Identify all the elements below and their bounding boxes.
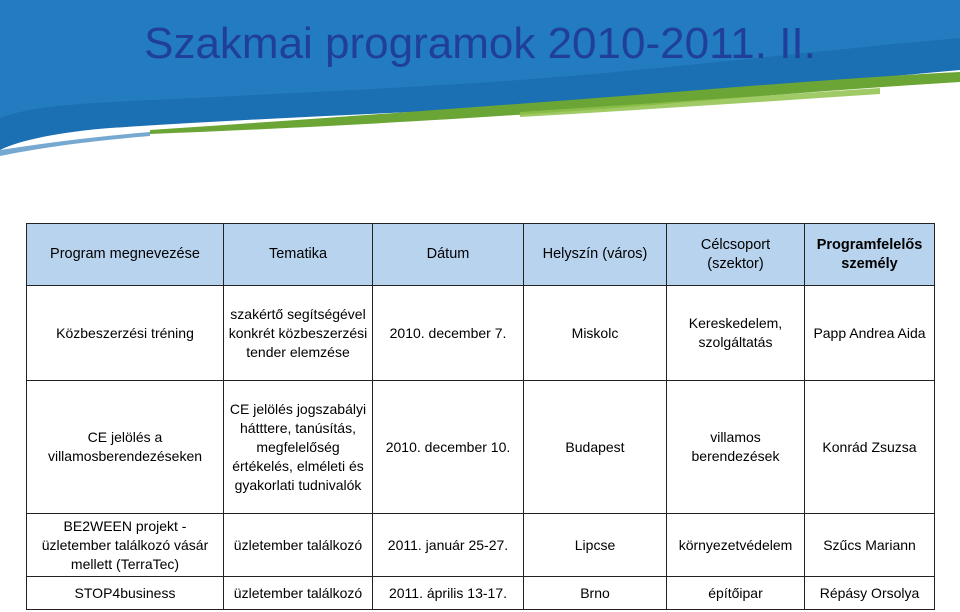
table-row <box>27 286 935 381</box>
cell-responsible-person: Papp Andrea Aida <box>805 286 935 381</box>
cell-topic: üzletember találkozó <box>224 577 373 610</box>
cell-location: Budapest <box>524 381 667 514</box>
cell-date: 2011. január 25-27. <box>373 514 524 577</box>
cell-target-group: környezetvédelem <box>667 514 805 577</box>
decorative-header-band <box>0 0 960 215</box>
cell-program-name: Közbeszerzési tréning <box>27 286 224 381</box>
cell-date: 2011. április 13-17. <box>373 577 524 610</box>
cell-target-group: Kereskedelem, szolgáltatás <box>667 286 805 381</box>
cell-target-group: építőipar <box>667 577 805 610</box>
cell-topic: üzletember találkozó <box>224 514 373 577</box>
header-target-group: Célcsoport (szektor) <box>667 224 805 286</box>
table-header-row <box>27 224 935 286</box>
cell-date: 2010. december 10. <box>373 381 524 514</box>
cell-date: 2010. december 7. <box>373 286 524 381</box>
cell-responsible-person: Szűcs Mariann <box>805 514 935 577</box>
program-table <box>26 223 935 610</box>
table-row <box>27 577 935 610</box>
cell-location: Brno <box>524 577 667 610</box>
cell-program-name: STOP4business <box>27 577 224 610</box>
cell-location: Miskolc <box>524 286 667 381</box>
header-responsible-person: Programfelelős személy <box>805 224 935 286</box>
cell-topic: szakértő segítségével konkrét közbeszerzési tender elemzése <box>224 286 373 381</box>
slide-title: Szakmai programok 2010-2011. II. <box>144 19 816 68</box>
table-row <box>27 514 935 577</box>
cell-location: Lipcse <box>524 514 667 577</box>
header-program-name: Program megnevezése <box>27 224 224 286</box>
cell-program-name: CE jelölés a villamosberendezéseken <box>27 381 224 514</box>
cell-program-name: BE2WEEN projekt - üzletember találkozó vásár mellett (TerraTec) <box>27 514 224 577</box>
header-location: Helyszín (város) <box>524 224 667 286</box>
cell-topic: CE jelölés jogszabályi hátttere, tanúsítás, megfelelőség értékelés, elméleti és gyakorlati tudnivalók <box>224 381 373 514</box>
table-row <box>27 381 935 514</box>
header-date: Dátum <box>373 224 524 286</box>
cell-responsible-person: Répásy Orsolya <box>805 577 935 610</box>
cell-target-group: villamos berendezések <box>667 381 805 514</box>
header-topic: Tematika <box>224 224 373 286</box>
cell-responsible-person: Konrád Zsuzsa <box>805 381 935 514</box>
